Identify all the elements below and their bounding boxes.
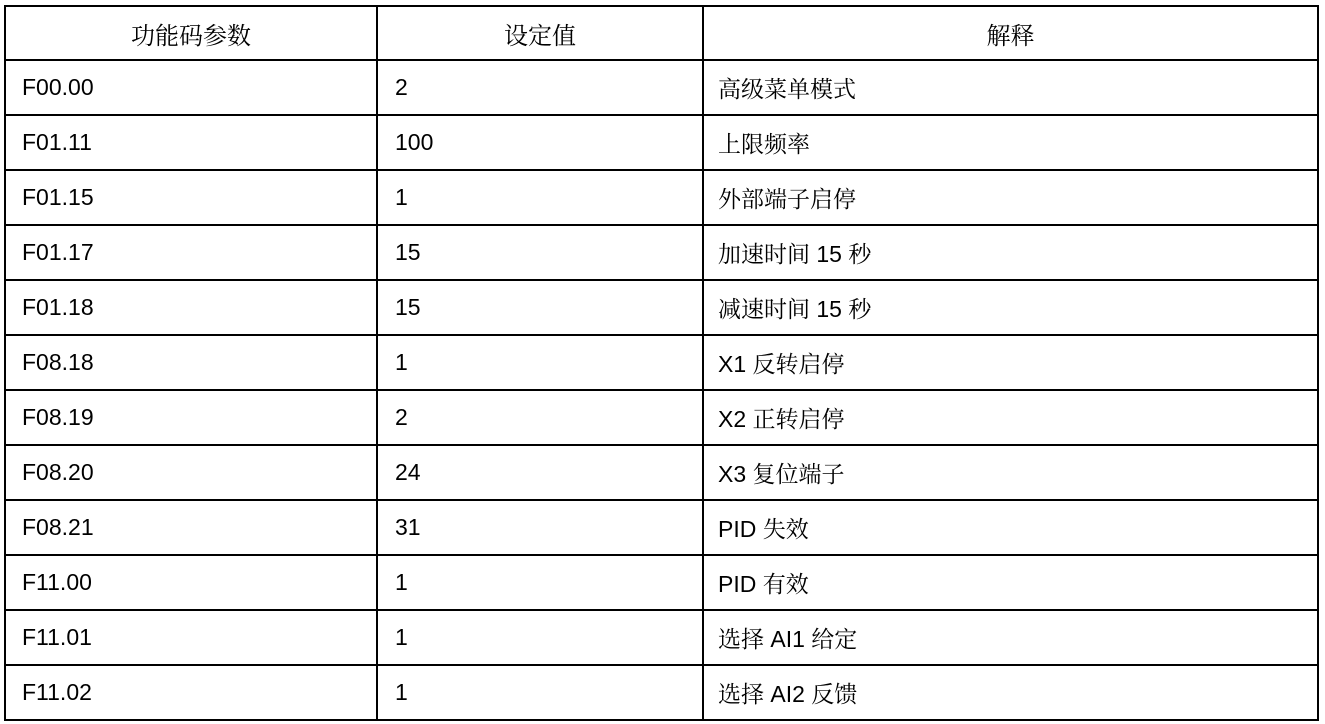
explanation-cell: 选择 AI1 给定 — [703, 610, 1318, 665]
set-value-cell: 100 — [377, 115, 703, 170]
table-row — [5, 445, 1318, 500]
explanation-cell: 减速时间 15 秒 — [703, 280, 1318, 335]
explanation-cell: 上限频率 — [703, 115, 1318, 170]
header-function-code-param: 功能码参数 — [5, 6, 377, 60]
table-row — [5, 115, 1318, 170]
param-code-cell: F08.20 — [5, 445, 377, 500]
param-code-cell: F08.21 — [5, 500, 377, 555]
table-row — [5, 555, 1318, 610]
function-code-parameter-table — [4, 5, 1319, 721]
set-value-cell: 1 — [377, 555, 703, 610]
table-row — [5, 225, 1318, 280]
table-row — [5, 280, 1318, 335]
table-row — [5, 60, 1318, 115]
explanation-cell: 外部端子启停 — [703, 170, 1318, 225]
set-value-cell: 31 — [377, 500, 703, 555]
set-value-cell: 2 — [377, 60, 703, 115]
table-row — [5, 170, 1318, 225]
param-code-cell: F01.17 — [5, 225, 377, 280]
table-row — [5, 665, 1318, 720]
table-row — [5, 390, 1318, 445]
set-value-cell: 15 — [377, 280, 703, 335]
table-header-row — [5, 6, 1318, 60]
set-value-cell: 1 — [377, 335, 703, 390]
explanation-cell: X1 反转启停 — [703, 335, 1318, 390]
explanation-cell: X2 正转启停 — [703, 390, 1318, 445]
header-explanation: 解释 — [703, 6, 1318, 60]
explanation-cell: PID 失效 — [703, 500, 1318, 555]
param-code-cell: F08.18 — [5, 335, 377, 390]
set-value-cell: 1 — [377, 610, 703, 665]
param-code-cell: F01.18 — [5, 280, 377, 335]
set-value-cell: 1 — [377, 170, 703, 225]
set-value-cell: 15 — [377, 225, 703, 280]
header-set-value: 设定值 — [377, 6, 703, 60]
param-code-cell: F11.02 — [5, 665, 377, 720]
table-row — [5, 610, 1318, 665]
explanation-cell: 高级菜单模式 — [703, 60, 1318, 115]
set-value-cell: 2 — [377, 390, 703, 445]
table-row — [5, 335, 1318, 390]
table-row — [5, 500, 1318, 555]
param-code-cell: F01.11 — [5, 115, 377, 170]
param-code-cell: F01.15 — [5, 170, 377, 225]
param-code-cell: F08.19 — [5, 390, 377, 445]
param-code-cell: F00.00 — [5, 60, 377, 115]
set-value-cell: 24 — [377, 445, 703, 500]
param-code-cell: F11.00 — [5, 555, 377, 610]
explanation-cell: X3 复位端子 — [703, 445, 1318, 500]
param-code-cell: F11.01 — [5, 610, 377, 665]
explanation-cell: 选择 AI2 反馈 — [703, 665, 1318, 720]
explanation-cell: PID 有效 — [703, 555, 1318, 610]
set-value-cell: 1 — [377, 665, 703, 720]
explanation-cell: 加速时间 15 秒 — [703, 225, 1318, 280]
